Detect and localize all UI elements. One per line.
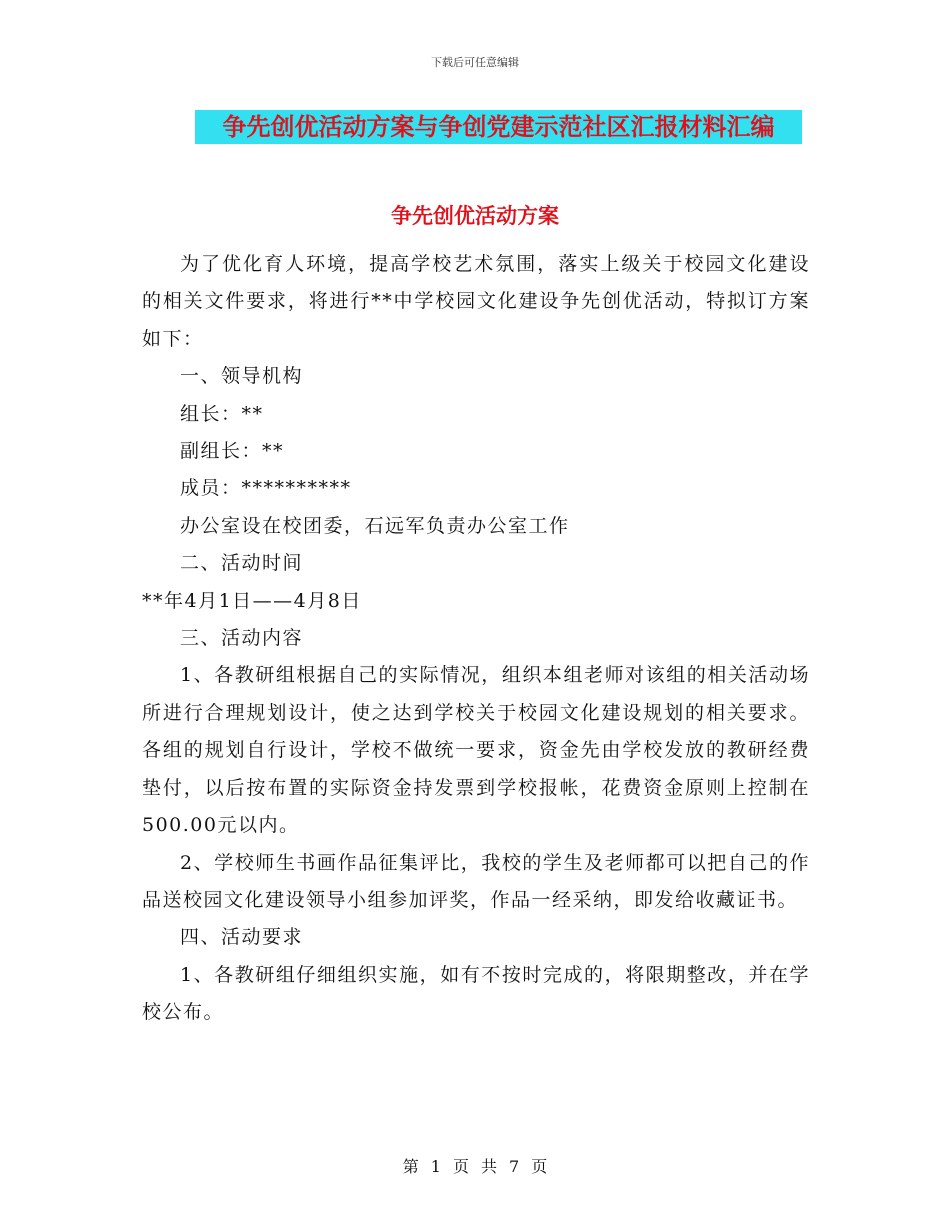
document-body (142, 246, 810, 1032)
current-page: 1 (430, 1157, 441, 1176)
section-title: 争先创优活动方案 (391, 203, 559, 228)
paragraph: **年4月1日——4月8日 (142, 589, 362, 612)
heading-content: 三、活动内容 (180, 627, 304, 650)
paragraph: 组长：** (180, 402, 264, 425)
paragraph: 2、学校师生书画作品征集评比，我校的学生及老师都可以把自己的作品送校园文化建设领导小组参加评奖，作品一经采纳，即发给收藏证书。 (142, 851, 810, 911)
document-title: 争先创优活动方案与争创党建示范社区汇报材料汇编 (195, 110, 802, 144)
heading-requirements: 四、活动要求 (180, 926, 304, 949)
paragraph: 1、各教研组仔细组织实施，如有不按时完成的，将限期整改，并在学校公布。 (142, 963, 810, 1024)
paragraph: 成员：********** (180, 477, 352, 500)
page-prefix: 第 (402, 1157, 419, 1176)
total-suffix: 页 (531, 1157, 548, 1176)
total-pages: 7 (509, 1157, 520, 1176)
header-note: 下载后可任意编辑 (431, 56, 519, 69)
page-number (0, 1154, 950, 1177)
paragraph: 为了优化育人环境，提高学校艺术氛围，落实上级关于校园文化建设的相关文件要求，将进行**中学校园文化建设争先创优活动，特拟订方案如下： (142, 253, 810, 350)
heading-leadership: 一、领导机构 (180, 365, 304, 388)
page-suffix: 页 (452, 1157, 469, 1176)
heading-time: 二、活动时间 (180, 552, 304, 575)
paragraph: 1、各教研组根据自己的实际情况，组织本组老师对该组的相关活动场所进行合理规划设计，使之达到学校关于校园文化建设规划的相关要求。各组的规划自行设计，学校不做统一要求，资金先由学校发放的教研经费垫付，以后按布置的实际资金持发票到学校报帐，花费资金原则上控制在500.00元以内。 (142, 664, 810, 837)
total-prefix: 共 (481, 1157, 498, 1176)
paragraph: 副组长：** (180, 440, 285, 463)
paragraph: 办公室设在校团委，石远军负责办公室工作 (180, 514, 570, 537)
